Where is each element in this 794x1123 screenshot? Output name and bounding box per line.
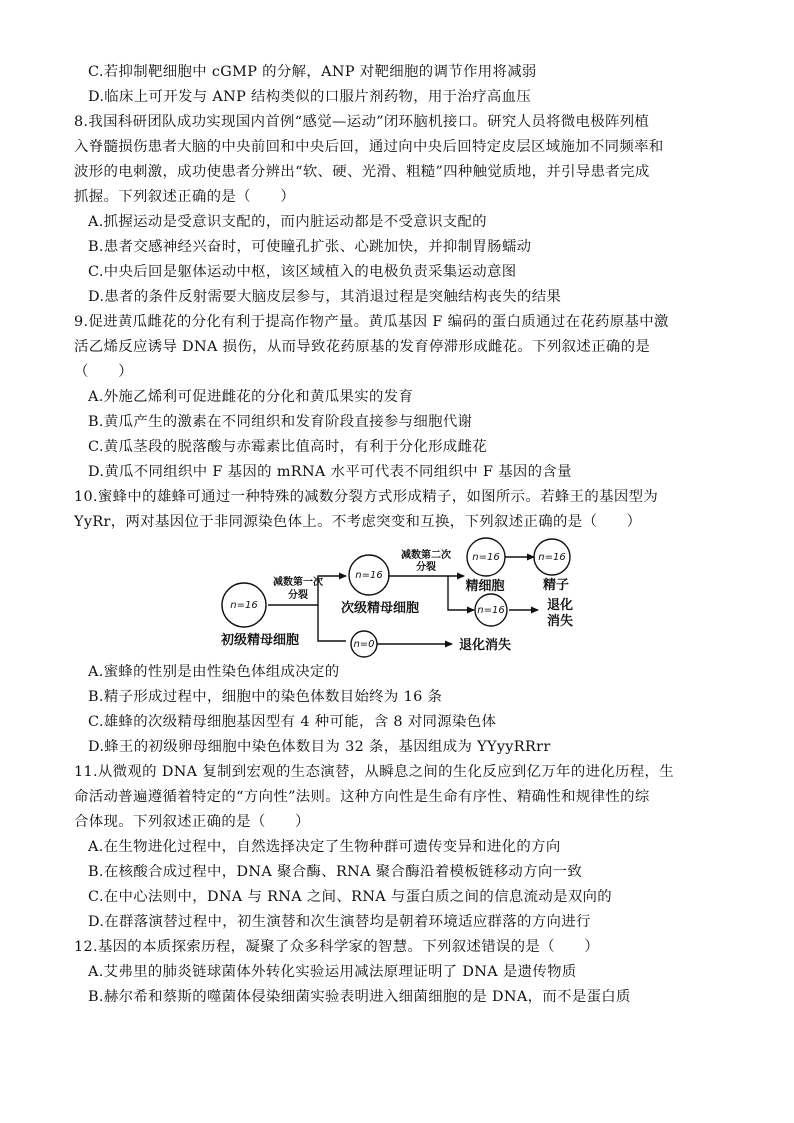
q10-option-d: D.蜂王的初级卵母细胞中染色体数目为 32 条，基因组成为 YYyyRRrr <box>88 739 551 755</box>
sperm-label: 精子 <box>542 578 570 593</box>
q8-option-b: B.患者交感神经兴奋时，可使瞳孔扩张、心跳加快，并抑制胃肠蠕动 <box>88 239 532 255</box>
zero-cell-n: n=0 <box>353 639 375 650</box>
meiosis2-label-1: 减数第二次 <box>401 550 451 561</box>
q10-stem-line-2: YyRr，两对基因位于非同源染色体上。不考虑突变和互换，下列叙述正确的是（ ） <box>74 514 642 530</box>
secondary-cell-label: 次级精母细胞 <box>340 601 420 616</box>
q8-stem-line-4: 抓握。下列叙述正确的是（ ） <box>74 189 296 205</box>
q10-stem-line-1: 10.蜜蜂中的雄蜂可通过一种特殊的减数分裂方式形成精子，如图所示。若蜂王的基因型为 <box>74 489 659 505</box>
q10-option-c: C.雄蜂的次级精母细胞基因型有 4 种可能，含 8 对同源染色体 <box>88 714 497 730</box>
degenerate-label-2: 消失 <box>546 614 574 629</box>
q9-option-c: C.黄瓜茎段的脱落酸与赤霉素比值高时，有利于分化形成雌花 <box>88 439 488 455</box>
q9-option-b: B.黄瓜产生的激素在不同组织和发育阶段直接参与细胞代谢 <box>88 414 473 430</box>
q10-option-a: A.蜜蜂的性别是由性染色体组成决定的 <box>88 664 340 680</box>
q9-stem-line-2: 活乙烯反应诱导 DNA 损伤，从而导致花药原基的发育停滞形成雌花。下列叙述正确的是 <box>74 339 651 355</box>
q7-option-c: C.若抑制靶细胞中 cGMP 的分解，ANP 对靶细胞的调节作用将减弱 <box>88 64 537 80</box>
q8-option-d: D.患者的条件反射需要大脑皮层参与，其消退过程是突触结构丧失的结果 <box>88 289 562 305</box>
spermatid-label: 精细胞 <box>465 579 505 594</box>
q8-stem-line-2: 入脊髓损伤患者大脑的中央前回和中央后回，通过向中央后回特定皮层区域施加不同频率和 <box>74 139 664 155</box>
meiosis-diagram <box>200 533 580 661</box>
q12-stem: 12.基因的本质探索历程，凝聚了众多科学家的智慧。下列叙述错误的是（ ） <box>74 939 600 955</box>
q11-option-d: D.在群落演替过程中，初生演替和次生演替均是朝着环境适应群落的方向进行 <box>88 914 591 930</box>
zero-cell-label: 退化消失 <box>458 638 512 653</box>
meiosis1-label-1: 减数第一次 <box>273 577 323 588</box>
primary-cell-n: n=16 <box>230 600 258 611</box>
q11-stem-line-1: 11.从微观的 DNA 复制到宏观的生态演替，从瞬息之间的生化反应到亿万年的进化历程，生 <box>74 764 675 780</box>
q11-stem-line-3: 合体现。下列叙述正确的是（ ） <box>74 814 310 830</box>
q11-option-c: C.在中心法则中，DNA 与 RNA 之间、RNA 与蛋白质之间的信息流动是双向的 <box>88 889 613 905</box>
q9-stem-line-3: （ ） <box>74 364 133 380</box>
q9-option-d: D.黄瓜不同组织中 F 基因的 mRNA 水平可代表不同组织中 F 基因的含量 <box>88 464 572 480</box>
q11-option-a: A.在生物进化过程中，自然选择决定了生物种群可遗传变异和进化的方向 <box>88 839 561 855</box>
meiosis2-label-2: 分裂 <box>416 562 436 573</box>
degenerate-label-1: 退化 <box>546 598 574 613</box>
q8-stem-line-1: 8.我国科研团队成功实现国内首例“感觉—运动”闭环脑机接口。研究人员将微电极阵列植 <box>74 114 650 130</box>
q9-stem-line-1: 9.促进黄瓜雌花的分化有利于提高作物产量。黄瓜基因 F 编码的蛋白质通过在花药原基中激 <box>74 314 669 330</box>
q12-option-a: A.艾弗里的肺炎链球菌体外转化实验运用减法原理证明了 DNA 是遗传物质 <box>88 964 577 980</box>
q7-option-d: D.临床上可开发与 ANP 结构类似的口服片剂药物，用于治疗高血压 <box>88 89 532 105</box>
sperm-n: n=16 <box>538 552 566 563</box>
q8-option-a: A.抓握运动是受意识支配的，而内脏运动都是不受意识支配的 <box>88 214 487 230</box>
q12-option-b: B.赫尔希和蔡斯的噬菌体侵染细菌实验表明进入细菌细胞的是 DNA，而不是蛋白质 <box>88 989 631 1005</box>
q8-option-c: C.中央后回是躯体运动中枢，该区域植入的电极负责采集运动意图 <box>88 264 517 280</box>
degenerate-cell-n: n=16 <box>477 605 505 616</box>
q8-stem-line-3: 波形的电刺激，成功使患者分辨出“软、硬、光滑、粗糙”四种触觉质地，并引导患者完成 <box>74 164 650 180</box>
spermatid-n: n=16 <box>472 552 500 563</box>
secondary-cell-n: n=16 <box>355 570 383 581</box>
q10-option-b: B.精子形成过程中，细胞中的染色体数目始终为 16 条 <box>88 689 443 705</box>
primary-cell-label: 初级精母细胞 <box>220 633 300 648</box>
meiosis1-label-2: 分裂 <box>288 590 308 601</box>
q11-option-b: B.在核酸合成过程中，DNA 聚合酶、RNA 聚合酶沿着模板链移动方向一致 <box>88 864 583 880</box>
q11-stem-line-2: 命活动普遍遵循着特定的“方向性”法则。这种方向性是生命有序性、精确性和规律性的综 <box>74 789 650 805</box>
q9-option-a: A.外施乙烯利可促进雌花的分化和黄瓜果实的发育 <box>88 389 414 405</box>
